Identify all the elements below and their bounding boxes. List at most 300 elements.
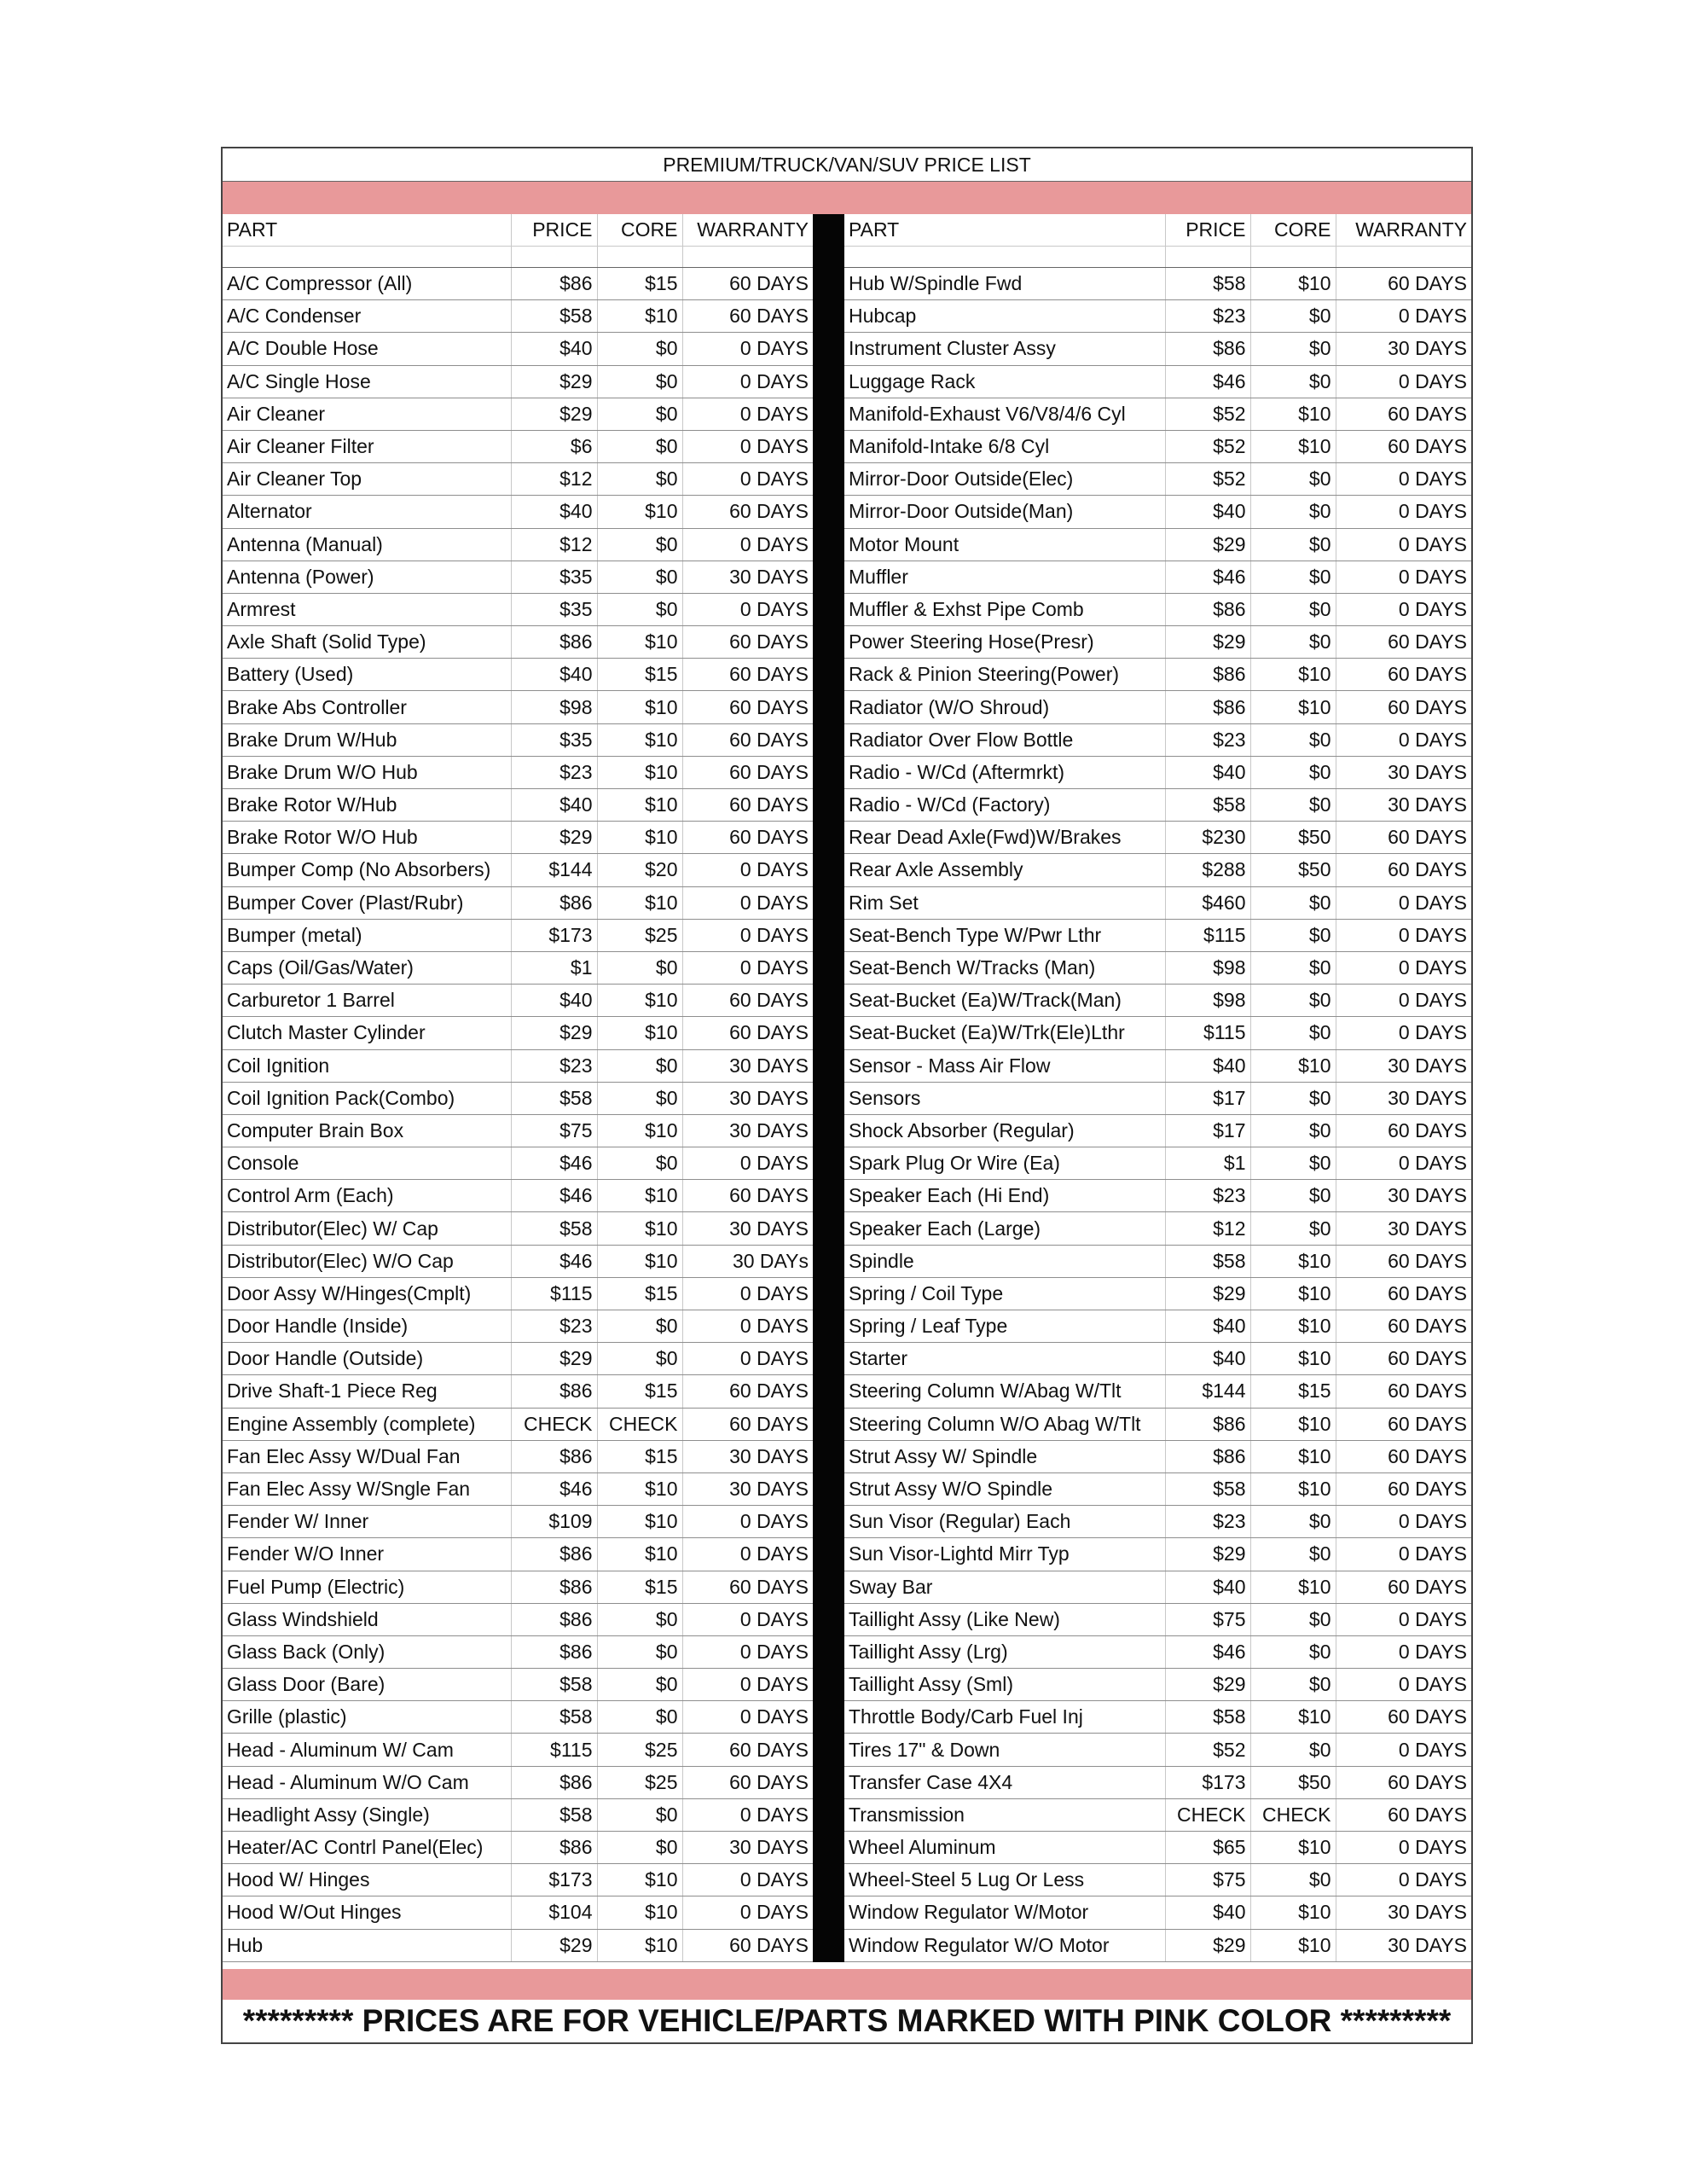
price-cell: $1	[1165, 1147, 1250, 1180]
part-name-cell: A/C Double Hose	[223, 333, 511, 365]
core-cell: $0	[1250, 1506, 1336, 1538]
warranty-cell: 0 DAYS	[682, 528, 813, 561]
price-cell: $23	[511, 1310, 597, 1343]
warranty-cell: 0 DAYS	[682, 854, 813, 886]
core-cell: $0	[597, 561, 682, 593]
warranty-cell: 30 DAYS	[682, 561, 813, 593]
price-cell: $86	[511, 1603, 597, 1635]
price-cell: $115	[511, 1734, 597, 1766]
part-name-cell: Window Regulator W/O Motor	[844, 1929, 1165, 1961]
warranty-cell: 0 DAYS	[1336, 1734, 1471, 1766]
warranty-cell: 0 DAYS	[1336, 886, 1471, 919]
price-cell: $75	[511, 1114, 597, 1147]
price-cell: $40	[511, 333, 597, 365]
table-row	[844, 985, 1471, 1017]
table-row	[223, 593, 813, 625]
core-cell: $0	[1250, 300, 1336, 333]
warranty-cell: 60 DAYS	[682, 1375, 813, 1408]
price-tables	[223, 214, 1471, 1962]
part-name-cell: Glass Door (Bare)	[223, 1669, 511, 1701]
table-header-row	[223, 214, 813, 247]
core-cell: $10	[1250, 1343, 1336, 1375]
table-header-row	[844, 214, 1471, 247]
price-cell: $58	[511, 1798, 597, 1831]
warranty-cell: 0 DAYS	[682, 1538, 813, 1571]
table-row	[223, 626, 813, 659]
core-cell: $10	[597, 1929, 682, 1961]
part-name-cell: Spring / Coil Type	[844, 1277, 1165, 1310]
part-name-cell: Brake Rotor W/Hub	[223, 789, 511, 822]
table-row	[844, 1472, 1471, 1505]
spacer-row	[844, 247, 1471, 268]
price-cell: $29	[1165, 1277, 1250, 1310]
table-row	[844, 1571, 1471, 1603]
table-row	[223, 1929, 813, 1961]
price-cell: $40	[1165, 1896, 1250, 1929]
price-cell: $17	[1165, 1082, 1250, 1114]
table-row	[844, 1506, 1471, 1538]
part-name-cell: Wheel-Steel 5 Lug Or Less	[844, 1864, 1165, 1896]
core-cell: $10	[1250, 1832, 1336, 1864]
warranty-cell: 0 DAYS	[682, 430, 813, 462]
core-cell: $0	[597, 365, 682, 398]
price-cell: $86	[511, 1440, 597, 1472]
table-row	[844, 1603, 1471, 1635]
part-name-cell: Spark Plug Or Wire (Ea)	[844, 1147, 1165, 1180]
part-name-cell: Seat-Bucket (Ea)W/Track(Man)	[844, 985, 1165, 1017]
table-row	[223, 1896, 813, 1929]
table-row	[223, 756, 813, 788]
table-row	[844, 1701, 1471, 1734]
price-cell: $98	[511, 691, 597, 723]
part-name-cell: Throttle Body/Carb Fuel Inj	[844, 1701, 1165, 1734]
core-cell: $10	[597, 886, 682, 919]
price-cell: $46	[1165, 561, 1250, 593]
table-row	[223, 1635, 813, 1668]
warranty-cell: 0 DAYS	[682, 951, 813, 984]
header-part: PART	[223, 214, 511, 247]
table-row	[223, 1017, 813, 1049]
table-row	[223, 1472, 813, 1505]
part-name-cell: Hood W/ Hinges	[223, 1864, 511, 1896]
part-name-cell: Muffler	[844, 561, 1165, 593]
price-cell: $86	[511, 1571, 597, 1603]
part-name-cell: Sun Visor (Regular) Each	[844, 1506, 1165, 1538]
core-cell: $0	[1250, 1669, 1336, 1701]
warranty-cell: 0 DAYS	[682, 886, 813, 919]
core-cell: $0	[597, 398, 682, 430]
price-cell: $46	[511, 1180, 597, 1212]
part-name-cell: Computer Brain Box	[223, 1114, 511, 1147]
core-cell: $0	[1250, 528, 1336, 561]
table-row	[844, 886, 1471, 919]
pink-footer-band	[223, 1969, 1471, 2000]
warranty-cell: 60 DAYS	[1336, 1343, 1471, 1375]
warranty-cell: 0 DAYS	[682, 1864, 813, 1896]
core-cell: $0	[1250, 1082, 1336, 1114]
warranty-cell: 0 DAYS	[682, 1669, 813, 1701]
warranty-cell: 60 DAYS	[682, 496, 813, 528]
core-cell: $0	[1250, 723, 1336, 756]
core-cell: $0	[597, 1049, 682, 1082]
core-cell: $10	[597, 1896, 682, 1929]
warranty-cell: 30 DAYS	[682, 1832, 813, 1864]
part-name-cell: Window Regulator W/Motor	[844, 1896, 1165, 1929]
price-cell: CHECK	[511, 1408, 597, 1440]
core-cell: $15	[597, 1440, 682, 1472]
price-list-sheet	[221, 147, 1473, 2044]
warranty-cell: 30 DAYS	[682, 1472, 813, 1505]
core-cell: $0	[1250, 886, 1336, 919]
core-cell: $0	[1250, 1538, 1336, 1571]
warranty-cell: 0 DAYS	[682, 365, 813, 398]
core-cell: $0	[597, 463, 682, 496]
price-cell: $115	[511, 1277, 597, 1310]
warranty-cell: 30 DAYS	[1336, 1049, 1471, 1082]
warranty-cell: 0 DAYS	[682, 1506, 813, 1538]
core-cell: $0	[1250, 496, 1336, 528]
part-name-cell: Transmission	[844, 1798, 1165, 1831]
core-cell: $15	[1250, 1375, 1336, 1408]
table-row	[223, 1440, 813, 1472]
price-cell: $29	[511, 1929, 597, 1961]
part-name-cell: Battery (Used)	[223, 659, 511, 691]
part-name-cell: Drive Shaft-1 Piece Reg	[223, 1375, 511, 1408]
price-cell: $12	[1165, 1212, 1250, 1245]
part-name-cell: Bumper Cover (Plast/Rubr)	[223, 886, 511, 919]
price-cell: $17	[1165, 1114, 1250, 1147]
warranty-cell: 0 DAYS	[1336, 1669, 1471, 1701]
table-row	[844, 723, 1471, 756]
price-cell: $58	[511, 1701, 597, 1734]
core-cell: $0	[1250, 561, 1336, 593]
core-cell: $10	[1250, 1277, 1336, 1310]
price-cell: $1	[511, 951, 597, 984]
table-row	[223, 365, 813, 398]
part-name-cell: Instrument Cluster Assy	[844, 333, 1165, 365]
part-name-cell: Spring / Leaf Type	[844, 1310, 1165, 1343]
price-cell: $86	[1165, 1440, 1250, 1472]
table-row	[223, 1180, 813, 1212]
part-name-cell: Spindle	[844, 1245, 1165, 1277]
header-core: CORE	[1250, 214, 1336, 247]
warranty-cell: 60 DAYS	[682, 1180, 813, 1212]
core-cell: $10	[597, 1017, 682, 1049]
part-name-cell: Tires 17" & Down	[844, 1734, 1165, 1766]
table-row	[844, 1310, 1471, 1343]
part-name-cell: Air Cleaner Top	[223, 463, 511, 496]
part-name-cell: Transfer Case 4X4	[844, 1766, 1165, 1798]
table-row	[844, 854, 1471, 886]
warranty-cell: 60 DAYS	[1336, 1766, 1471, 1798]
price-cell: $23	[511, 1049, 597, 1082]
table-row	[844, 1147, 1471, 1180]
core-cell: $10	[597, 1180, 682, 1212]
core-cell: $0	[1250, 919, 1336, 951]
warranty-cell: 60 DAYS	[1336, 1114, 1471, 1147]
part-name-cell: Muffler & Exhst Pipe Comb	[844, 593, 1165, 625]
price-cell: $58	[1165, 268, 1250, 300]
table-row	[223, 1049, 813, 1082]
core-cell: $0	[597, 1147, 682, 1180]
table-row	[844, 659, 1471, 691]
price-cell: $109	[511, 1506, 597, 1538]
table-row	[223, 1538, 813, 1571]
table-row	[223, 1571, 813, 1603]
table-row	[844, 398, 1471, 430]
core-cell: $0	[1250, 1212, 1336, 1245]
part-name-cell: Radio - W/Cd (Aftermrkt)	[844, 756, 1165, 788]
part-name-cell: Rack & Pinion Steering(Power)	[844, 659, 1165, 691]
warranty-cell: 0 DAYS	[682, 919, 813, 951]
core-cell: $10	[1250, 1310, 1336, 1343]
table-row	[844, 1766, 1471, 1798]
part-name-cell: Taillight Assy (Sml)	[844, 1669, 1165, 1701]
table-row	[223, 463, 813, 496]
part-name-cell: Fender W/ Inner	[223, 1506, 511, 1538]
part-name-cell: Speaker Each (Large)	[844, 1212, 1165, 1245]
table-row	[844, 1832, 1471, 1864]
warranty-cell: 0 DAYS	[682, 1277, 813, 1310]
table-row	[844, 1896, 1471, 1929]
core-cell: $10	[1250, 1472, 1336, 1505]
core-cell: $10	[597, 1114, 682, 1147]
price-cell: $40	[1165, 756, 1250, 788]
price-cell: $23	[1165, 300, 1250, 333]
part-name-cell: Fan Elec Assy W/Sngle Fan	[223, 1472, 511, 1505]
core-cell: $10	[597, 300, 682, 333]
core-cell: $10	[1250, 1929, 1336, 1961]
warranty-cell: 60 DAYS	[1336, 822, 1471, 854]
part-name-cell: A/C Single Hose	[223, 365, 511, 398]
warranty-cell: 0 DAYS	[1336, 1017, 1471, 1049]
table-row	[844, 1798, 1471, 1831]
table-row	[844, 1669, 1471, 1701]
price-cell: $23	[1165, 1180, 1250, 1212]
warranty-cell: 30 DAYS	[1336, 1180, 1471, 1212]
table-row	[223, 919, 813, 951]
warranty-cell: 60 DAYS	[1336, 1571, 1471, 1603]
core-cell: $0	[1250, 1017, 1336, 1049]
warranty-cell: 60 DAYS	[682, 1017, 813, 1049]
core-cell: $10	[1250, 659, 1336, 691]
core-cell: $0	[1250, 1635, 1336, 1668]
price-cell: $58	[1165, 1701, 1250, 1734]
price-cell: $40	[1165, 496, 1250, 528]
part-name-cell: Radiator Over Flow Bottle	[844, 723, 1165, 756]
table-row	[844, 496, 1471, 528]
price-cell: $29	[1165, 1669, 1250, 1701]
table-row	[223, 1832, 813, 1864]
price-cell: $40	[511, 496, 597, 528]
price-cell: $75	[1165, 1603, 1250, 1635]
warranty-cell: 0 DAYS	[682, 1798, 813, 1831]
core-cell: $10	[597, 1864, 682, 1896]
core-cell: $0	[597, 430, 682, 462]
part-name-cell: Clutch Master Cylinder	[223, 1017, 511, 1049]
table-row	[844, 951, 1471, 984]
warranty-cell: 0 DAYS	[1336, 300, 1471, 333]
table-row	[223, 496, 813, 528]
part-name-cell: Steering Column W/O Abag W/Tlt	[844, 1408, 1165, 1440]
price-cell: $29	[511, 1017, 597, 1049]
part-name-cell: Seat-Bucket (Ea)W/Trk(Ele)Lthr	[844, 1017, 1165, 1049]
part-name-cell: Brake Abs Controller	[223, 691, 511, 723]
price-cell: $86	[1165, 659, 1250, 691]
core-cell: $10	[1250, 691, 1336, 723]
price-cell: $29	[511, 1343, 597, 1375]
core-cell: $0	[1250, 626, 1336, 659]
price-cell: $230	[1165, 822, 1250, 854]
core-cell: $0	[1250, 365, 1336, 398]
core-cell: CHECK	[597, 1408, 682, 1440]
warranty-cell: 30 DAYS	[1336, 333, 1471, 365]
core-cell: $50	[1250, 822, 1336, 854]
page-title: PREMIUM/TRUCK/VAN/SUV PRICE LIST	[223, 148, 1471, 182]
core-cell: $0	[597, 1701, 682, 1734]
spacer-row	[223, 247, 813, 268]
part-name-cell: Strut Assy W/O Spindle	[844, 1472, 1165, 1505]
core-cell: $0	[1250, 789, 1336, 822]
warranty-cell: 0 DAYS	[682, 463, 813, 496]
table-row	[844, 822, 1471, 854]
footer-note: ********* PRICES ARE FOR VEHICLE/PARTS MARKED WITH PINK COLOR *********	[242, 2002, 1452, 2038]
warranty-cell: 60 DAYS	[1336, 626, 1471, 659]
part-name-cell: Fan Elec Assy W/Dual Fan	[223, 1440, 511, 1472]
warranty-cell: 30 DAYS	[1336, 756, 1471, 788]
price-cell: $104	[511, 1896, 597, 1929]
price-cell: $46	[511, 1147, 597, 1180]
core-cell: $10	[597, 496, 682, 528]
warranty-cell: 60 DAYS	[1336, 398, 1471, 430]
price-cell: $35	[511, 561, 597, 593]
core-cell: $10	[1250, 430, 1336, 462]
header-warranty: WARRANTY	[1336, 214, 1471, 247]
price-cell: $29	[511, 822, 597, 854]
price-cell: $23	[511, 756, 597, 788]
price-cell: $144	[1165, 1375, 1250, 1408]
price-cell: $12	[511, 463, 597, 496]
core-cell: $0	[597, 1832, 682, 1864]
part-name-cell: Distributor(Elec) W/O Cap	[223, 1245, 511, 1277]
price-cell: $46	[511, 1245, 597, 1277]
warranty-cell: 60 DAYS	[1336, 1245, 1471, 1277]
core-cell: $15	[597, 1277, 682, 1310]
warranty-cell: 60 DAYS	[1336, 1701, 1471, 1734]
header-core: CORE	[597, 214, 682, 247]
warranty-cell: 60 DAYS	[682, 822, 813, 854]
part-name-cell: Air Cleaner Filter	[223, 430, 511, 462]
warranty-cell: 0 DAYS	[1336, 1147, 1471, 1180]
table-row	[223, 300, 813, 333]
warranty-cell: 0 DAYS	[1336, 593, 1471, 625]
right-price-table	[844, 214, 1471, 1962]
warranty-cell: 0 DAYS	[1336, 919, 1471, 951]
price-cell: $86	[1165, 691, 1250, 723]
table-row	[223, 854, 813, 886]
core-cell: $10	[597, 691, 682, 723]
part-name-cell: A/C Condenser	[223, 300, 511, 333]
table-row	[844, 1017, 1471, 1049]
warranty-cell: 60 DAYS	[682, 789, 813, 822]
part-name-cell: Steering Column W/Abag W/Tlt	[844, 1375, 1165, 1408]
core-cell: $25	[597, 1734, 682, 1766]
table-row	[223, 1766, 813, 1798]
warranty-cell: 30 DAYS	[1336, 1929, 1471, 1961]
part-name-cell: Brake Drum W/Hub	[223, 723, 511, 756]
table-row	[844, 756, 1471, 788]
warranty-cell: 30 DAYS	[1336, 1896, 1471, 1929]
core-cell: $0	[597, 593, 682, 625]
part-name-cell: Air Cleaner	[223, 398, 511, 430]
part-name-cell: Door Handle (Outside)	[223, 1343, 511, 1375]
core-cell: $15	[597, 1375, 682, 1408]
part-name-cell: Alternator	[223, 496, 511, 528]
table-row	[844, 1180, 1471, 1212]
table-row	[223, 1864, 813, 1896]
core-cell: $10	[597, 1472, 682, 1505]
core-cell: $15	[597, 268, 682, 300]
price-cell: $40	[511, 789, 597, 822]
core-cell: $10	[597, 626, 682, 659]
warranty-cell: 0 DAYS	[682, 1701, 813, 1734]
core-cell: $0	[597, 333, 682, 365]
core-cell: $0	[597, 1082, 682, 1114]
table-row	[844, 300, 1471, 333]
table-row	[223, 1734, 813, 1766]
price-cell: $52	[1165, 398, 1250, 430]
price-cell: $40	[1165, 1571, 1250, 1603]
warranty-cell: 0 DAYS	[1336, 723, 1471, 756]
price-cell: $46	[1165, 365, 1250, 398]
price-cell: $40	[511, 985, 597, 1017]
table-row	[223, 951, 813, 984]
table-row	[223, 333, 813, 365]
core-cell: $0	[1250, 1734, 1336, 1766]
part-name-cell: Coil Ignition Pack(Combo)	[223, 1082, 511, 1114]
table-row	[844, 1277, 1471, 1310]
price-cell: $86	[1165, 333, 1250, 365]
part-name-cell: Power Steering Hose(Presr)	[844, 626, 1165, 659]
warranty-cell: 60 DAYS	[682, 723, 813, 756]
warranty-cell: 60 DAYS	[682, 626, 813, 659]
warranty-cell: 60 DAYS	[1336, 1472, 1471, 1505]
table-row	[223, 723, 813, 756]
table-row	[844, 463, 1471, 496]
price-cell: $29	[511, 365, 597, 398]
table-row	[223, 1506, 813, 1538]
warranty-cell: 60 DAYS	[682, 1571, 813, 1603]
warranty-cell: 0 DAYS	[1336, 951, 1471, 984]
part-name-cell: Axle Shaft (Solid Type)	[223, 626, 511, 659]
part-name-cell: Sway Bar	[844, 1571, 1165, 1603]
table-row	[844, 1408, 1471, 1440]
table-row	[223, 822, 813, 854]
price-cell: $86	[511, 268, 597, 300]
warranty-cell: 60 DAYS	[1336, 430, 1471, 462]
core-cell: $0	[597, 528, 682, 561]
price-cell: $40	[511, 659, 597, 691]
warranty-cell: 60 DAYS	[1336, 1277, 1471, 1310]
table-row	[223, 886, 813, 919]
header-warranty: WARRANTY	[682, 214, 813, 247]
price-cell: $58	[511, 1082, 597, 1114]
warranty-cell: 30 DAYS	[1336, 789, 1471, 822]
table-row	[844, 1245, 1471, 1277]
price-cell: $52	[1165, 463, 1250, 496]
table-row	[223, 691, 813, 723]
core-cell: $0	[597, 1669, 682, 1701]
